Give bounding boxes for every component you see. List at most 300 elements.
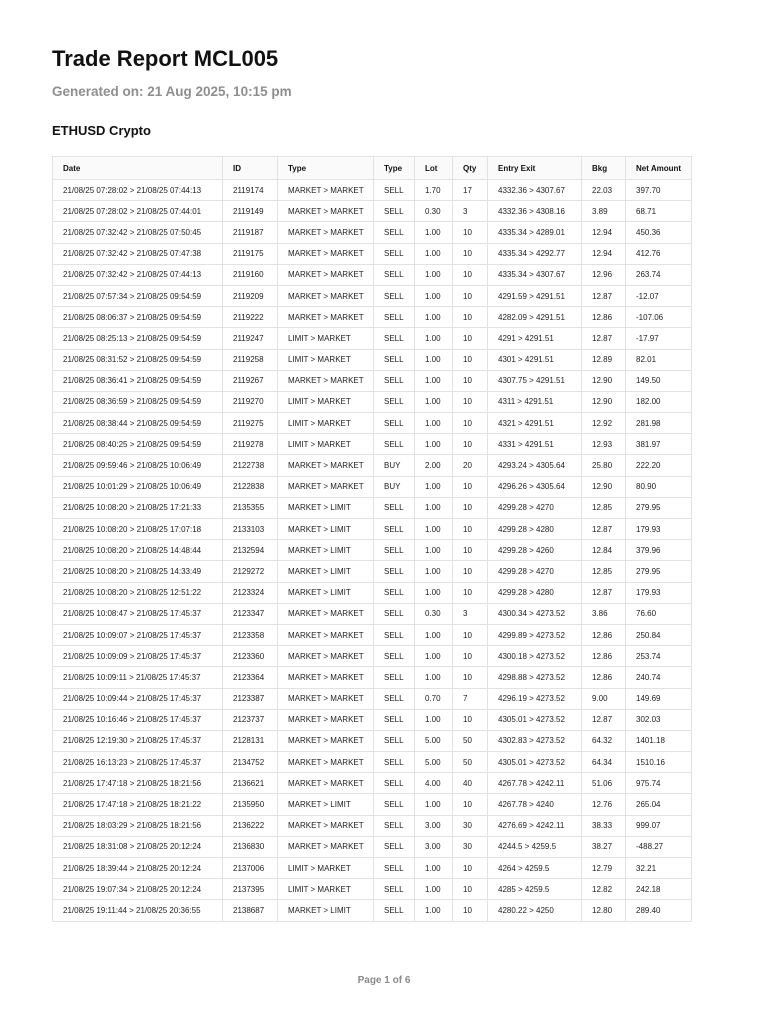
entry-exit-cell: 4335.34 > 4307.67 xyxy=(488,264,582,285)
net-amount-cell: 182.00 xyxy=(626,391,692,412)
lot-cell: 1.00 xyxy=(415,476,453,497)
lot-cell: 1.00 xyxy=(415,646,453,667)
bkg-cell: 22.03 xyxy=(582,180,626,201)
net-amount-cell: 302.03 xyxy=(626,709,692,730)
table-row xyxy=(53,646,692,667)
date-cell: 21/08/25 07:28:02 > 21/08/25 07:44:13 xyxy=(53,180,223,201)
net-amount-cell: 281.98 xyxy=(626,413,692,434)
entry-exit-cell: 4267.78 > 4240 xyxy=(488,794,582,815)
date-cell: 21/08/25 10:09:09 > 21/08/25 17:45:37 xyxy=(53,646,223,667)
net-amount-cell: 397.70 xyxy=(626,180,692,201)
bkg-cell: 12.94 xyxy=(582,243,626,264)
qty-cell: 50 xyxy=(453,752,488,773)
entry-exit-cell: 4280.22 > 4250 xyxy=(488,900,582,921)
side-cell: SELL xyxy=(374,773,415,794)
net-amount-cell: 76.60 xyxy=(626,603,692,624)
entry-exit-cell: 4299.28 > 4270 xyxy=(488,561,582,582)
lot-cell: 1.00 xyxy=(415,307,453,328)
bkg-cell: 12.80 xyxy=(582,900,626,921)
bkg-cell: 12.87 xyxy=(582,582,626,603)
header-order-type: Type xyxy=(278,157,374,180)
entry-exit-cell: 4282.09 > 4291.51 xyxy=(488,307,582,328)
entry-exit-cell: 4305.01 > 4273.52 xyxy=(488,752,582,773)
header-id: ID xyxy=(223,157,278,180)
order-type-cell: LIMIT > MARKET xyxy=(278,413,374,434)
lot-cell: 1.00 xyxy=(415,370,453,391)
qty-cell: 10 xyxy=(453,476,488,497)
entry-exit-cell: 4299.89 > 4273.52 xyxy=(488,624,582,645)
table-row xyxy=(53,455,692,476)
qty-cell: 3 xyxy=(453,603,488,624)
net-amount-cell: -17.97 xyxy=(626,328,692,349)
date-cell: 21/08/25 18:31:08 > 21/08/25 20:12:24 xyxy=(53,836,223,857)
entry-exit-cell: 4264 > 4259.5 xyxy=(488,858,582,879)
order-type-cell: MARKET > MARKET xyxy=(278,836,374,857)
date-cell: 21/08/25 18:39:44 > 21/08/25 20:12:24 xyxy=(53,858,223,879)
side-cell: SELL xyxy=(374,497,415,518)
entry-exit-cell: 4298.88 > 4273.52 xyxy=(488,667,582,688)
entry-exit-cell: 4299.28 > 4280 xyxy=(488,582,582,603)
lot-cell: 1.00 xyxy=(415,434,453,455)
lot-cell: 1.00 xyxy=(415,349,453,370)
net-amount-cell: -107.06 xyxy=(626,307,692,328)
id-cell: 2137006 xyxy=(223,858,278,879)
qty-cell: 10 xyxy=(453,561,488,582)
bkg-cell: 12.96 xyxy=(582,264,626,285)
order-type-cell: MARKET > MARKET xyxy=(278,667,374,688)
net-amount-cell: 999.07 xyxy=(626,815,692,836)
side-cell: SELL xyxy=(374,709,415,730)
lot-cell: 1.00 xyxy=(415,858,453,879)
id-cell: 2136830 xyxy=(223,836,278,857)
side-cell: SELL xyxy=(374,540,415,561)
side-cell: SELL xyxy=(374,582,415,603)
date-cell: 21/08/25 19:11:44 > 21/08/25 20:36:55 xyxy=(53,900,223,921)
order-type-cell: MARKET > MARKET xyxy=(278,815,374,836)
id-cell: 2119149 xyxy=(223,201,278,222)
order-type-cell: MARKET > LIMIT xyxy=(278,519,374,540)
id-cell: 2123360 xyxy=(223,646,278,667)
net-amount-cell: 279.95 xyxy=(626,561,692,582)
order-type-cell: LIMIT > MARKET xyxy=(278,328,374,349)
order-type-cell: MARKET > LIMIT xyxy=(278,497,374,518)
table-row xyxy=(53,624,692,645)
table-body xyxy=(53,180,692,922)
side-cell: SELL xyxy=(374,730,415,751)
side-cell: SELL xyxy=(374,413,415,434)
qty-cell: 40 xyxy=(453,773,488,794)
date-cell: 21/08/25 08:40:25 > 21/08/25 09:54:59 xyxy=(53,434,223,455)
lot-cell: 1.00 xyxy=(415,709,453,730)
id-cell: 2123737 xyxy=(223,709,278,730)
bkg-cell: 38.27 xyxy=(582,836,626,857)
net-amount-cell: 149.69 xyxy=(626,688,692,709)
bkg-cell: 12.86 xyxy=(582,307,626,328)
table-row xyxy=(53,285,692,306)
bkg-cell: 38.33 xyxy=(582,815,626,836)
lot-cell: 0.30 xyxy=(415,201,453,222)
table-row xyxy=(53,752,692,773)
qty-cell: 10 xyxy=(453,243,488,264)
net-amount-cell: 179.93 xyxy=(626,582,692,603)
side-cell: SELL xyxy=(374,836,415,857)
id-cell: 2119222 xyxy=(223,307,278,328)
bkg-cell: 51.06 xyxy=(582,773,626,794)
entry-exit-cell: 4267.78 > 4242.11 xyxy=(488,773,582,794)
net-amount-cell: 149.50 xyxy=(626,370,692,391)
id-cell: 2119267 xyxy=(223,370,278,391)
id-cell: 2122738 xyxy=(223,455,278,476)
id-cell: 2119258 xyxy=(223,349,278,370)
side-cell: BUY xyxy=(374,455,415,476)
header-bkg: Bkg xyxy=(582,157,626,180)
entry-exit-cell: 4296.19 > 4273.52 xyxy=(488,688,582,709)
qty-cell: 10 xyxy=(453,667,488,688)
order-type-cell: LIMIT > MARKET xyxy=(278,879,374,900)
side-cell: SELL xyxy=(374,222,415,243)
order-type-cell: MARKET > MARKET xyxy=(278,476,374,497)
net-amount-cell: 279.95 xyxy=(626,497,692,518)
net-amount-cell: 1510.16 xyxy=(626,752,692,773)
qty-cell: 10 xyxy=(453,900,488,921)
id-cell: 2123347 xyxy=(223,603,278,624)
lot-cell: 1.00 xyxy=(415,667,453,688)
bkg-cell: 3.86 xyxy=(582,603,626,624)
id-cell: 2119278 xyxy=(223,434,278,455)
id-cell: 2134752 xyxy=(223,752,278,773)
table-row xyxy=(53,836,692,857)
date-cell: 21/08/25 16:13:23 > 21/08/25 17:45:37 xyxy=(53,752,223,773)
side-cell: SELL xyxy=(374,307,415,328)
qty-cell: 10 xyxy=(453,264,488,285)
id-cell: 2123387 xyxy=(223,688,278,709)
section-title: ETHUSD Crypto xyxy=(52,123,151,138)
table-row xyxy=(53,497,692,518)
order-type-cell: MARKET > MARKET xyxy=(278,603,374,624)
qty-cell: 10 xyxy=(453,582,488,603)
order-type-cell: MARKET > MARKET xyxy=(278,730,374,751)
qty-cell: 10 xyxy=(453,858,488,879)
table-row xyxy=(53,413,692,434)
bkg-cell: 12.85 xyxy=(582,561,626,582)
order-type-cell: MARKET > MARKET xyxy=(278,243,374,264)
side-cell: SELL xyxy=(374,624,415,645)
date-cell: 21/08/25 10:09:11 > 21/08/25 17:45:37 xyxy=(53,667,223,688)
entry-exit-cell: 4300.18 > 4273.52 xyxy=(488,646,582,667)
table-row xyxy=(53,349,692,370)
side-cell: SELL xyxy=(374,879,415,900)
net-amount-cell: 289.40 xyxy=(626,900,692,921)
bkg-cell: 12.84 xyxy=(582,540,626,561)
entry-exit-cell: 4293.24 > 4305.64 xyxy=(488,455,582,476)
net-amount-cell: 263.74 xyxy=(626,264,692,285)
order-type-cell: MARKET > MARKET xyxy=(278,688,374,709)
order-type-cell: MARKET > MARKET xyxy=(278,709,374,730)
lot-cell: 2.00 xyxy=(415,455,453,476)
lot-cell: 1.00 xyxy=(415,519,453,540)
qty-cell: 10 xyxy=(453,370,488,391)
side-cell: SELL xyxy=(374,243,415,264)
order-type-cell: MARKET > MARKET xyxy=(278,285,374,306)
id-cell: 2119270 xyxy=(223,391,278,412)
lot-cell: 4.00 xyxy=(415,773,453,794)
table-row xyxy=(53,180,692,201)
side-cell: SELL xyxy=(374,201,415,222)
bkg-cell: 12.87 xyxy=(582,285,626,306)
table-row xyxy=(53,900,692,921)
date-cell: 21/08/25 09:59:46 > 21/08/25 10:06:49 xyxy=(53,455,223,476)
table-row xyxy=(53,582,692,603)
lot-cell: 1.70 xyxy=(415,180,453,201)
generated-timestamp: Generated on: 21 Aug 2025, 10:15 pm xyxy=(52,84,292,99)
id-cell: 2119175 xyxy=(223,243,278,264)
date-cell: 21/08/25 17:47:18 > 21/08/25 18:21:56 xyxy=(53,773,223,794)
side-cell: BUY xyxy=(374,476,415,497)
bkg-cell: 64.32 xyxy=(582,730,626,751)
lot-cell: 5.00 xyxy=(415,730,453,751)
bkg-cell: 12.86 xyxy=(582,624,626,645)
lot-cell: 0.70 xyxy=(415,688,453,709)
table-row xyxy=(53,434,692,455)
qty-cell: 17 xyxy=(453,180,488,201)
net-amount-cell: 412.76 xyxy=(626,243,692,264)
table-row xyxy=(53,709,692,730)
bkg-cell: 12.94 xyxy=(582,222,626,243)
id-cell: 2119209 xyxy=(223,285,278,306)
lot-cell: 1.00 xyxy=(415,540,453,561)
date-cell: 21/08/25 07:32:42 > 21/08/25 07:50:45 xyxy=(53,222,223,243)
side-cell: SELL xyxy=(374,391,415,412)
side-cell: SELL xyxy=(374,285,415,306)
date-cell: 21/08/25 07:32:42 > 21/08/25 07:47:38 xyxy=(53,243,223,264)
side-cell: SELL xyxy=(374,688,415,709)
bkg-cell: 9.00 xyxy=(582,688,626,709)
net-amount-cell: 179.93 xyxy=(626,519,692,540)
bkg-cell: 12.92 xyxy=(582,413,626,434)
order-type-cell: MARKET > MARKET xyxy=(278,752,374,773)
date-cell: 21/08/25 08:38:44 > 21/08/25 09:54:59 xyxy=(53,413,223,434)
id-cell: 2133103 xyxy=(223,519,278,540)
qty-cell: 10 xyxy=(453,413,488,434)
order-type-cell: MARKET > MARKET xyxy=(278,180,374,201)
side-cell: SELL xyxy=(374,349,415,370)
table-row xyxy=(53,476,692,497)
bkg-cell: 12.87 xyxy=(582,709,626,730)
net-amount-cell: -488.27 xyxy=(626,836,692,857)
net-amount-cell: 222.20 xyxy=(626,455,692,476)
table-row xyxy=(53,328,692,349)
date-cell: 21/08/25 08:36:41 > 21/08/25 09:54:59 xyxy=(53,370,223,391)
order-type-cell: MARKET > LIMIT xyxy=(278,561,374,582)
date-cell: 21/08/25 10:08:20 > 21/08/25 14:48:44 xyxy=(53,540,223,561)
table-row xyxy=(53,243,692,264)
order-type-cell: MARKET > MARKET xyxy=(278,646,374,667)
table-row xyxy=(53,307,692,328)
lot-cell: 1.00 xyxy=(415,624,453,645)
bkg-cell: 12.86 xyxy=(582,667,626,688)
side-cell: SELL xyxy=(374,370,415,391)
net-amount-cell: 381.97 xyxy=(626,434,692,455)
bkg-cell: 12.93 xyxy=(582,434,626,455)
side-cell: SELL xyxy=(374,264,415,285)
id-cell: 2136621 xyxy=(223,773,278,794)
qty-cell: 10 xyxy=(453,222,488,243)
report-title: Trade Report MCL005 xyxy=(52,46,279,71)
side-cell: SELL xyxy=(374,180,415,201)
entry-exit-cell: 4331 > 4291.51 xyxy=(488,434,582,455)
lot-cell: 3.00 xyxy=(415,836,453,857)
bkg-cell: 12.87 xyxy=(582,519,626,540)
lot-cell: 5.00 xyxy=(415,752,453,773)
lot-cell: 3.00 xyxy=(415,815,453,836)
date-cell: 21/08/25 08:36:59 > 21/08/25 09:54:59 xyxy=(53,391,223,412)
date-cell: 21/08/25 10:08:20 > 21/08/25 14:33:49 xyxy=(53,561,223,582)
id-cell: 2119160 xyxy=(223,264,278,285)
lot-cell: 1.00 xyxy=(415,900,453,921)
qty-cell: 10 xyxy=(453,709,488,730)
entry-exit-cell: 4299.28 > 4270 xyxy=(488,497,582,518)
table-row xyxy=(53,391,692,412)
order-type-cell: MARKET > MARKET xyxy=(278,222,374,243)
side-cell: SELL xyxy=(374,328,415,349)
qty-cell: 10 xyxy=(453,434,488,455)
qty-cell: 7 xyxy=(453,688,488,709)
date-cell: 21/08/25 07:28:02 > 21/08/25 07:44:01 xyxy=(53,201,223,222)
id-cell: 2119275 xyxy=(223,413,278,434)
qty-cell: 20 xyxy=(453,455,488,476)
date-cell: 21/08/25 18:03:29 > 21/08/25 18:21:56 xyxy=(53,815,223,836)
lot-cell: 1.00 xyxy=(415,391,453,412)
table-row xyxy=(53,519,692,540)
net-amount-cell: 379.96 xyxy=(626,540,692,561)
date-cell: 21/08/25 12:19:30 > 21/08/25 17:45:37 xyxy=(53,730,223,751)
order-type-cell: LIMIT > MARKET xyxy=(278,434,374,455)
side-cell: SELL xyxy=(374,603,415,624)
qty-cell: 10 xyxy=(453,349,488,370)
qty-cell: 10 xyxy=(453,519,488,540)
side-cell: SELL xyxy=(374,752,415,773)
lot-cell: 1.00 xyxy=(415,222,453,243)
lot-cell: 1.00 xyxy=(415,285,453,306)
table-row xyxy=(53,858,692,879)
net-amount-cell: 975.74 xyxy=(626,773,692,794)
lot-cell: 1.00 xyxy=(415,879,453,900)
qty-cell: 50 xyxy=(453,730,488,751)
qty-cell: 30 xyxy=(453,815,488,836)
bkg-cell: 12.85 xyxy=(582,497,626,518)
side-cell: SELL xyxy=(374,646,415,667)
lot-cell: 1.00 xyxy=(415,582,453,603)
net-amount-cell: 242.18 xyxy=(626,879,692,900)
order-type-cell: MARKET > MARKET xyxy=(278,370,374,391)
net-amount-cell: 82.01 xyxy=(626,349,692,370)
order-type-cell: MARKET > MARKET xyxy=(278,307,374,328)
order-type-cell: MARKET > LIMIT xyxy=(278,582,374,603)
bkg-cell: 64.34 xyxy=(582,752,626,773)
lot-cell: 0.30 xyxy=(415,603,453,624)
bkg-cell: 12.79 xyxy=(582,858,626,879)
qty-cell: 10 xyxy=(453,285,488,306)
entry-exit-cell: 4285 > 4259.5 xyxy=(488,879,582,900)
id-cell: 2123358 xyxy=(223,624,278,645)
lot-cell: 1.00 xyxy=(415,497,453,518)
lot-cell: 1.00 xyxy=(415,328,453,349)
header-qty: Qty xyxy=(453,157,488,180)
date-cell: 21/08/25 08:25:13 > 21/08/25 09:54:59 xyxy=(53,328,223,349)
lot-cell: 1.00 xyxy=(415,561,453,582)
entry-exit-cell: 4332.36 > 4308.16 xyxy=(488,201,582,222)
lot-cell: 1.00 xyxy=(415,413,453,434)
order-type-cell: MARKET > MARKET xyxy=(278,773,374,794)
table-row xyxy=(53,264,692,285)
lot-cell: 1.00 xyxy=(415,794,453,815)
header-side: Type xyxy=(374,157,415,180)
date-cell: 21/08/25 10:09:44 > 21/08/25 17:45:37 xyxy=(53,688,223,709)
order-type-cell: MARKET > MARKET xyxy=(278,201,374,222)
date-cell: 21/08/25 07:57:34 > 21/08/25 09:54:59 xyxy=(53,285,223,306)
net-amount-cell: 68.71 xyxy=(626,201,692,222)
qty-cell: 10 xyxy=(453,307,488,328)
table-row xyxy=(53,603,692,624)
side-cell: SELL xyxy=(374,434,415,455)
entry-exit-cell: 4335.34 > 4289.01 xyxy=(488,222,582,243)
table-row xyxy=(53,540,692,561)
bkg-cell: 12.89 xyxy=(582,349,626,370)
table-row xyxy=(53,773,692,794)
table-row xyxy=(53,667,692,688)
date-cell: 21/08/25 10:09:07 > 21/08/25 17:45:37 xyxy=(53,624,223,645)
header-net-amount: Net Amount xyxy=(626,157,692,180)
order-type-cell: MARKET > LIMIT xyxy=(278,540,374,561)
net-amount-cell: 32.21 xyxy=(626,858,692,879)
net-amount-cell: 265.04 xyxy=(626,794,692,815)
qty-cell: 10 xyxy=(453,646,488,667)
qty-cell: 3 xyxy=(453,201,488,222)
page-number: Page 1 of 6 xyxy=(357,975,411,986)
order-type-cell: MARKET > MARKET xyxy=(278,264,374,285)
table-row xyxy=(53,370,692,391)
net-amount-cell: 253.74 xyxy=(626,646,692,667)
header-entry-exit: Entry Exit xyxy=(488,157,582,180)
id-cell: 2135355 xyxy=(223,497,278,518)
bkg-cell: 12.86 xyxy=(582,646,626,667)
net-amount-cell: 250.84 xyxy=(626,624,692,645)
entry-exit-cell: 4321 > 4291.51 xyxy=(488,413,582,434)
bkg-cell: 12.90 xyxy=(582,476,626,497)
date-cell: 21/08/25 17:47:18 > 21/08/25 18:21:22 xyxy=(53,794,223,815)
id-cell: 2128131 xyxy=(223,730,278,751)
qty-cell: 10 xyxy=(453,624,488,645)
side-cell: SELL xyxy=(374,815,415,836)
entry-exit-cell: 4300.34 > 4273.52 xyxy=(488,603,582,624)
bkg-cell: 3.89 xyxy=(582,201,626,222)
qty-cell: 10 xyxy=(453,540,488,561)
entry-exit-cell: 4296.26 > 4305.64 xyxy=(488,476,582,497)
table-row xyxy=(53,222,692,243)
bkg-cell: 12.87 xyxy=(582,328,626,349)
order-type-cell: MARKET > LIMIT xyxy=(278,794,374,815)
id-cell: 2123364 xyxy=(223,667,278,688)
order-type-cell: LIMIT > MARKET xyxy=(278,391,374,412)
id-cell: 2132594 xyxy=(223,540,278,561)
table-row xyxy=(53,688,692,709)
entry-exit-cell: 4335.34 > 4292.77 xyxy=(488,243,582,264)
net-amount-cell: 450.36 xyxy=(626,222,692,243)
qty-cell: 30 xyxy=(453,836,488,857)
order-type-cell: LIMIT > MARKET xyxy=(278,858,374,879)
date-cell: 21/08/25 07:32:42 > 21/08/25 07:44:13 xyxy=(53,264,223,285)
date-cell: 21/08/25 10:16:46 > 21/08/25 17:45:37 xyxy=(53,709,223,730)
